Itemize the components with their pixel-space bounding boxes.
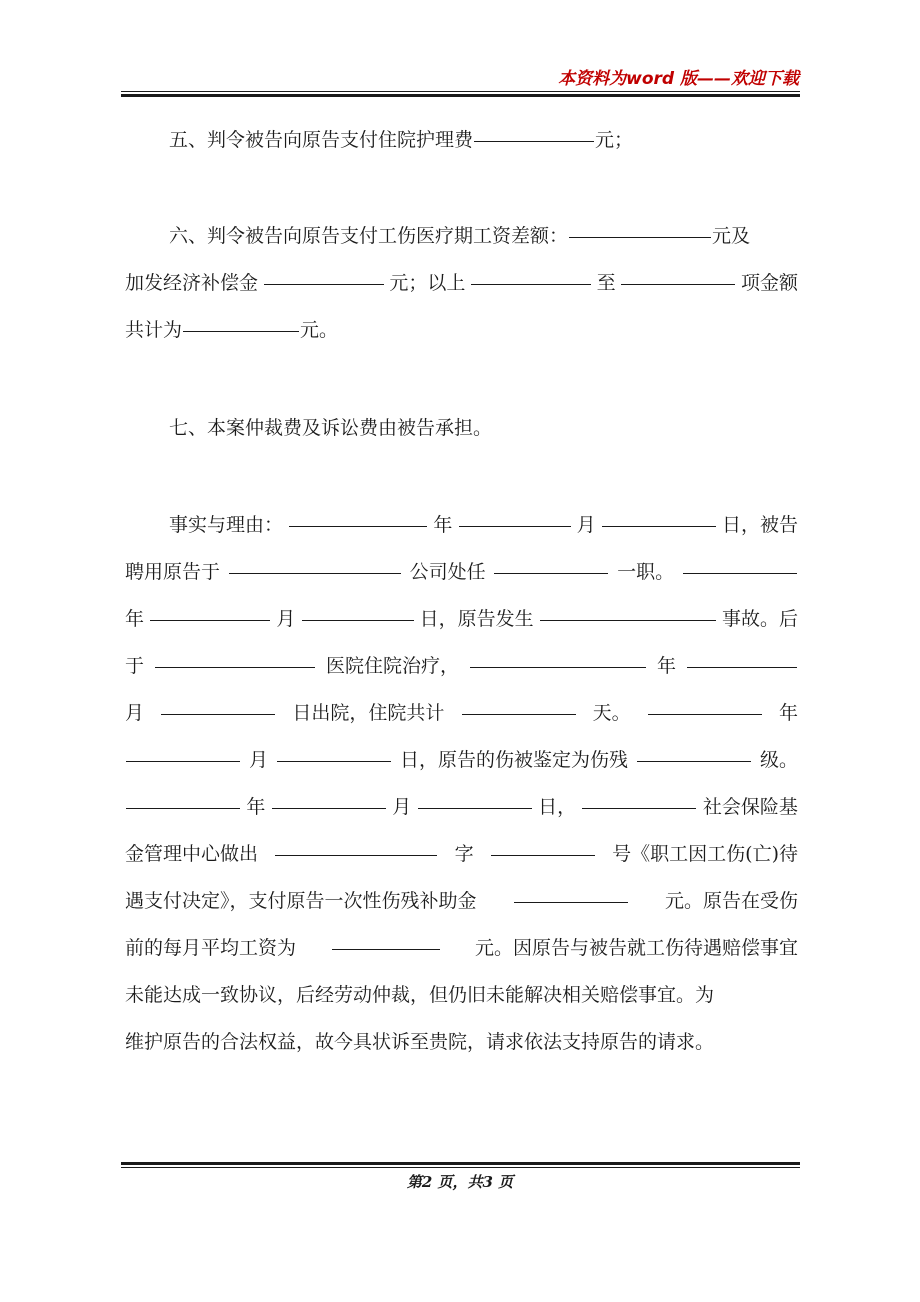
item-five-unit: 元； <box>595 129 634 151</box>
blank-appraisal-month[interactable] <box>126 737 240 762</box>
blank-accident-year[interactable] <box>683 549 797 574</box>
item-six <box>125 213 798 354</box>
blank-discharge-month[interactable] <box>687 643 797 668</box>
facts-text: 金管理中心做出 <box>125 843 259 865</box>
facts-text: 年 <box>656 655 676 677</box>
facts-text: 月 <box>276 608 296 630</box>
blank-decision-month[interactable] <box>272 784 386 809</box>
blank-decision-day[interactable] <box>418 784 532 809</box>
blank-hire-year[interactable] <box>289 502 427 527</box>
facts-text: 前的每月平均工资为 <box>125 937 297 959</box>
blank-disability-grade[interactable] <box>637 737 751 762</box>
facts-text: 年 <box>125 608 145 630</box>
item-five-text: 五、判令被告向原告支付住院护理费 <box>169 129 474 151</box>
facts-text: 一职。 <box>617 561 675 583</box>
facts-text: 年 <box>433 514 453 536</box>
blank-hospital-days[interactable] <box>462 690 576 715</box>
blank-item-from[interactable] <box>471 260 591 285</box>
page-number: 第2 页，共3 页 <box>406 1173 514 1191</box>
facts-text: 级。 <box>759 749 798 771</box>
facts-text: 月 <box>392 796 412 818</box>
blank-decision-year[interactable] <box>126 784 240 809</box>
facts-text: 事故。后 <box>721 608 798 630</box>
item-seven-text: 七、本案仲裁费及诉讼费由被告承担。 <box>169 417 493 439</box>
item-six-unit: 元。 <box>300 319 339 341</box>
header-rule-thick <box>121 94 800 97</box>
facts-text: 医院住院治疗， <box>325 655 459 677</box>
blank-wage-difference[interactable] <box>569 213 711 238</box>
blank-hospital[interactable] <box>155 643 315 668</box>
facts-text: 遇支付决定》，支付原告一次性伤残补助金 <box>125 890 477 912</box>
facts-text: 年 <box>778 702 798 724</box>
facts-text: 元。原告在受伤 <box>664 890 798 912</box>
blank-discharge-day[interactable] <box>161 690 275 715</box>
blank-disability-subsidy[interactable] <box>514 878 628 903</box>
blank-document-prefix[interactable] <box>275 831 437 856</box>
blank-hire-month[interactable] <box>459 502 571 527</box>
item-six-text: 元；以上 <box>389 272 466 294</box>
blank-total-amount[interactable] <box>183 307 299 332</box>
item-six-text: 共计为 <box>125 319 183 341</box>
facts-text: 日出院，住院共计 <box>292 702 445 724</box>
blank-document-number[interactable] <box>491 831 595 856</box>
facts-text: 于 <box>125 655 145 677</box>
facts-text: 事实与理由： <box>169 514 284 536</box>
facts-text: 社会保险基 <box>702 796 798 818</box>
blank-position[interactable] <box>494 549 608 574</box>
download-note: 本资料为word 版——欢迎下载 <box>558 69 799 89</box>
facts-text: 月 <box>125 702 145 724</box>
blank-monthly-wage[interactable] <box>332 925 440 950</box>
facts-text: 聘用原告于 <box>125 561 221 583</box>
blank-company[interactable] <box>229 549 401 574</box>
facts-text: 日， <box>538 796 577 818</box>
footer-rule-thick <box>121 1162 800 1165</box>
facts-text: 号《职工因工伤(亡)待 <box>612 843 798 865</box>
blank-nursing-fee[interactable] <box>474 117 594 142</box>
blank-compensation[interactable] <box>264 260 384 285</box>
item-five <box>125 117 798 164</box>
facts-paragraph <box>125 502 798 1066</box>
facts-text: 日，原告的伤被鉴定为伤残 <box>399 749 628 771</box>
facts-text: 公司处任 <box>409 561 486 583</box>
blank-appraisal-year[interactable] <box>648 690 762 715</box>
item-six-unit: 元及 <box>712 225 751 247</box>
blank-item-to[interactable] <box>621 260 735 285</box>
item-six-text: 六、判令被告向原告支付工伤医疗期工资差额： <box>169 225 569 247</box>
facts-text: 日，被告 <box>721 514 798 536</box>
facts-text: 日，原告发生 <box>419 608 534 630</box>
blank-social-security-region[interactable] <box>582 784 696 809</box>
blank-accident-month[interactable] <box>150 596 270 621</box>
blank-discharge-year[interactable] <box>470 643 646 668</box>
facts-text: 维护原告的合法权益，故今具状诉至贵院，请求依法支持原告的请求。 <box>125 1031 715 1053</box>
footer-rule-thin <box>121 1167 800 1168</box>
item-six-text: 至 <box>596 272 616 294</box>
facts-text: 月 <box>248 749 268 771</box>
header-rule-thin <box>121 91 800 92</box>
item-six-text: 加发经济补偿金 <box>125 272 259 294</box>
facts-text: 元。因原告与被告就工伤待遇赔偿事宜 <box>474 937 798 959</box>
blank-accident-type[interactable] <box>540 596 716 621</box>
facts-text: 天。 <box>592 702 631 724</box>
blank-accident-day[interactable] <box>302 596 414 621</box>
blank-hire-day[interactable] <box>602 502 716 527</box>
facts-text: 年 <box>246 796 266 818</box>
blank-appraisal-day[interactable] <box>277 737 391 762</box>
facts-text: 未能达成一致协议，后经劳动仲裁，但仍旧未能解决相关赔偿事宜。为 <box>125 984 715 1006</box>
item-seven <box>125 405 798 452</box>
item-six-text: 项金额 <box>740 272 798 294</box>
facts-text: 月 <box>576 514 596 536</box>
facts-text: 字 <box>454 843 474 865</box>
